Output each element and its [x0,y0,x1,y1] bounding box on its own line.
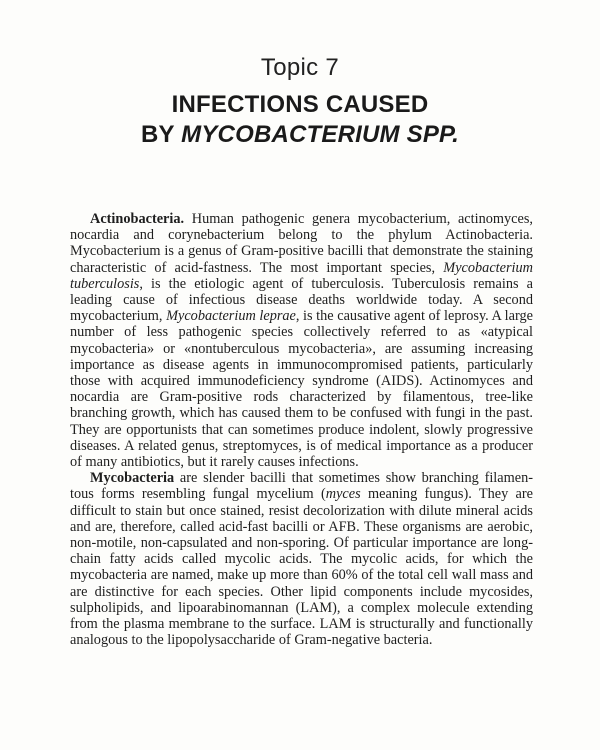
paragraph-actinobacteria [70,211,533,470]
paragraph-lead: Mycobacteria [90,470,175,487]
title-line-2 [0,120,600,150]
paragraph-italic-term: Mycobacterium leprae [166,308,296,325]
paragraph-italic-term: Mycobacterium tuberculosis [70,259,533,292]
paragraph-text: , is the etiologic agent of tuberculosis. Tuberculosis remains a leading cause of infectious disease deaths worldwide today. A second mycobacterium, [70,275,533,325]
chapter-title [0,90,600,150]
title-line-2-italic: MYCOBACTERIUM SPP. [181,121,460,148]
paragraph-text: , is the causative agent of leprosy. A large number of less pathogenic species collectively referred to as «atypical mycobacteria» or «nontuberculous mycobacteria», are assuming increasing importance as disease agents in immunocompromised patients, particularly those with acquired immunodeficiency syndrome (AIDS). Actinomyces and nocardia are Gram-positive rods characterized by filamentous, tree-like branching growth, which has caused them to be confused with fungi in the past. They are opportunists that can sometimes produce indolent, slowly progressive diseases. A related genus, streptomyces, is of medical importance as a producer of many antibiotics, but it rarely causes infections. [70,308,533,471]
paragraph-italic-term: myces [325,486,361,503]
title-line-1: INFECTIONS CAUSED [171,91,429,118]
paragraph-text: meaning fungus). They are difficult to stain but once stained, resist decolorization with dilute mineral acids and are, therefore, called acid-fast bacilli or AFB. These organisms are aerobic, non-motile, non-capsulated and non-sporing. Of particular importance are long-chain fatty acids called mycolic acids. The mycolic acids, for which the mycobacteria are named, make up more than 60% of the total cell wall mass and are distinctive for each species. Other lipid components include mycosides, sulpholipids, and lipoarabinomannan (LAM), a complex molecule extending from the plasma membrane to the surface. LAM is structurally and functionally analogous to the lipopolysaccharide of Gram-negative bacteria. [70,486,533,649]
paragraph-text: Human pathogenic genera mycobacterium, actinomyces, nocardia and corynebacterium belong to the phylum Actinobacteria. Mycobacterium is a genus of Gram-positive bacilli that demonstrate the staining characteristic of acid-fastness. The most important species, [70,211,533,276]
topic-label: Topic 7 [260,54,340,81]
paragraph-text: are slender bacilli that sometimes show branching filamentous forms resembling fungal mycelium ( [70,470,533,503]
paragraph-mycobacteria [70,470,533,648]
body-text [70,211,533,648]
title-line-2-prefix: BY [140,121,182,148]
paragraph-lead: Actinobacteria. [90,211,185,227]
